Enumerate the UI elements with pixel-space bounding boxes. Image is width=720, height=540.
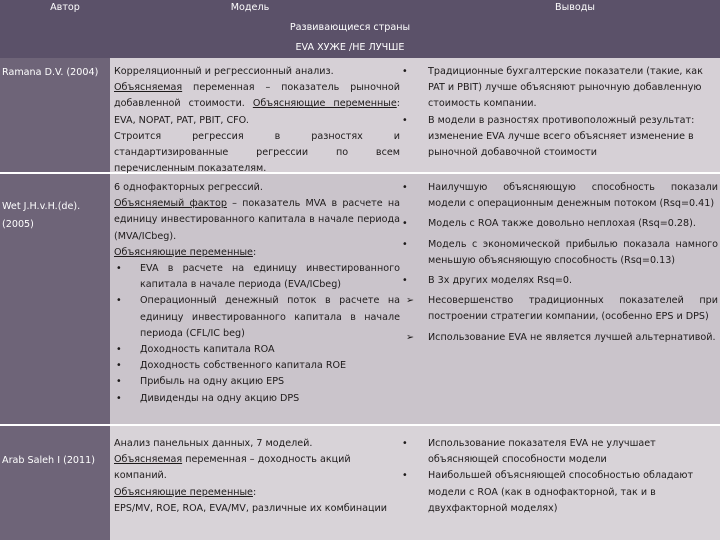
row-3-explained-text: переменная – доходность акций компаний. (114, 454, 351, 482)
row-2-conclusion-1: • Наилучшую объясняющую способность показали модели с операционным денежным потоком (Rsq=0.41) (400, 180, 718, 212)
row-1-conclusion-2: • В модели в разностях противоположный результат: изменение EVA лучше всего объясняет изменение в рыночной добавочной стоимости (400, 113, 718, 162)
author-column (0, 58, 110, 540)
row-2-factor-4: • Доходность собственного капитала ROE (114, 358, 400, 374)
header-subtitle: Развивающиеся страны (289, 22, 411, 33)
row-2-conclusion-6: ➢ Использование EVA не является лучшей альтернативой. (400, 330, 718, 346)
arrow-bullet-icon: ➢ (405, 295, 415, 307)
row-2-explained-text: – показатель MVA в расчете на единицу инвестированного капитала в начале периода (MVA/ICbeg). (114, 198, 400, 242)
header-conclusions: Выводы (555, 2, 595, 13)
row-divider-2 (0, 424, 720, 426)
row-2-factor-3: • Доходность капитала ROA (114, 342, 400, 358)
row-2-author: Wet J.H.v.H.(de). (2005) (2, 201, 81, 230)
row-1-explanatory-text: : EVA, NOPAT, PAT, PBIT, CFO. (114, 98, 400, 126)
row-3-author: Arab Saleh I (2011) (2, 455, 95, 466)
row-2-conclusion-3: • Модель с экономической прибылью показала намного меньшую объясняющую способность (Rsq=0.13) (400, 237, 718, 269)
row-2-factor-6: • Дивиденды на одну акцию DPS (114, 391, 400, 407)
row-2-model-explained (114, 196, 400, 245)
header-subtitle-2: EVA ХУЖЕ /НЕ ЛУЧШЕ (295, 42, 405, 53)
row-2-model-line-1: 6 однофакторных регрессий. (114, 182, 263, 193)
row-3-conclusion-2: • Наибольшей объясняющей способностью обладают модели с ROA (как в однофакторной, так и в двухфакторной моделях) (400, 468, 718, 517)
row-1-model-line-1: Корреляционный и регрессионный анализ. (114, 66, 334, 77)
row-2-explanatory-label: Объясняющие переменные (114, 246, 253, 258)
row-2-conclusion-2: • Модель с ROA также довольно неплохая (Rsq=0.28). (400, 216, 718, 232)
row-3-explained-label: Объясняемая (114, 454, 183, 466)
row-2-conclusion-5: ➢ Несовершенство традиционных показателей при построении стратегии компании, (особенно EPS и DPS) (400, 293, 718, 325)
row-3-model-line-1: Анализ панельных данных, 7 моделей. (114, 438, 313, 449)
header-model: Модель (230, 2, 270, 13)
row-3-explanatory-label: Объясняющие переменные (114, 486, 253, 498)
row-1-explained-label: Объясняемая (114, 82, 183, 94)
row-1-explained-text: переменная – показатель рыночной добавленной стоимости. (114, 82, 400, 110)
row-3-conclusion-1: • Использование показателя EVA не улучшает объясняющей способности модели (400, 436, 718, 468)
row-2-explained-label: Объясняемый фактор (114, 198, 227, 210)
row-3-model-variables: EPS/MV, ROE, ROA, EVA/MV, различные их комбинации (114, 502, 388, 514)
header-author: Автор (50, 2, 80, 13)
arrow-bullet-icon: ➢ (405, 331, 415, 343)
row-3-model-explanatory (114, 485, 400, 501)
row-1-model-explained (114, 80, 400, 129)
row-3-explanatory-text: : (252, 486, 257, 498)
row-2-factor-5: • Прибыль на одну акцию EPS (114, 374, 400, 390)
row-2-conclusions (400, 180, 718, 346)
row-1-model (114, 64, 400, 177)
row-1-conclusion-1: • Традиционные бухгалтерские показатели (такие, как PAT и PBIT) лучше объясняют рыночную добавленную стоимость компании. (400, 64, 718, 113)
row-3-model (114, 436, 400, 517)
row-2-conclusion-4: • В 3х других моделях Rsq=0. (400, 273, 718, 289)
row-1-model-regression: Строится регрессия в разностях и стандартизированные регрессии по всем перечисленным показателям. (114, 130, 400, 175)
row-2-explanatory-text: : (252, 246, 257, 258)
row-2-factor-2: • Операционный денежный поток в расчете на единицу инвестированного капитала в начале периода (CFL/IC beg) (114, 293, 400, 342)
row-2-model-explanatory (114, 245, 400, 261)
row-1-author: Ramana D.V. (2004) (2, 67, 99, 78)
row-1-conclusions (400, 64, 718, 161)
row-2-model (114, 180, 400, 407)
row-2-factor-1: • EVA в расчете на единицу инвестированного капитала в начале периода (EVA/ICbeg) (114, 261, 400, 293)
row-3-model-explained (114, 452, 400, 484)
row-1-explanatory-label: Объясняющие переменные (252, 98, 397, 110)
row-3-conclusions (400, 436, 718, 517)
